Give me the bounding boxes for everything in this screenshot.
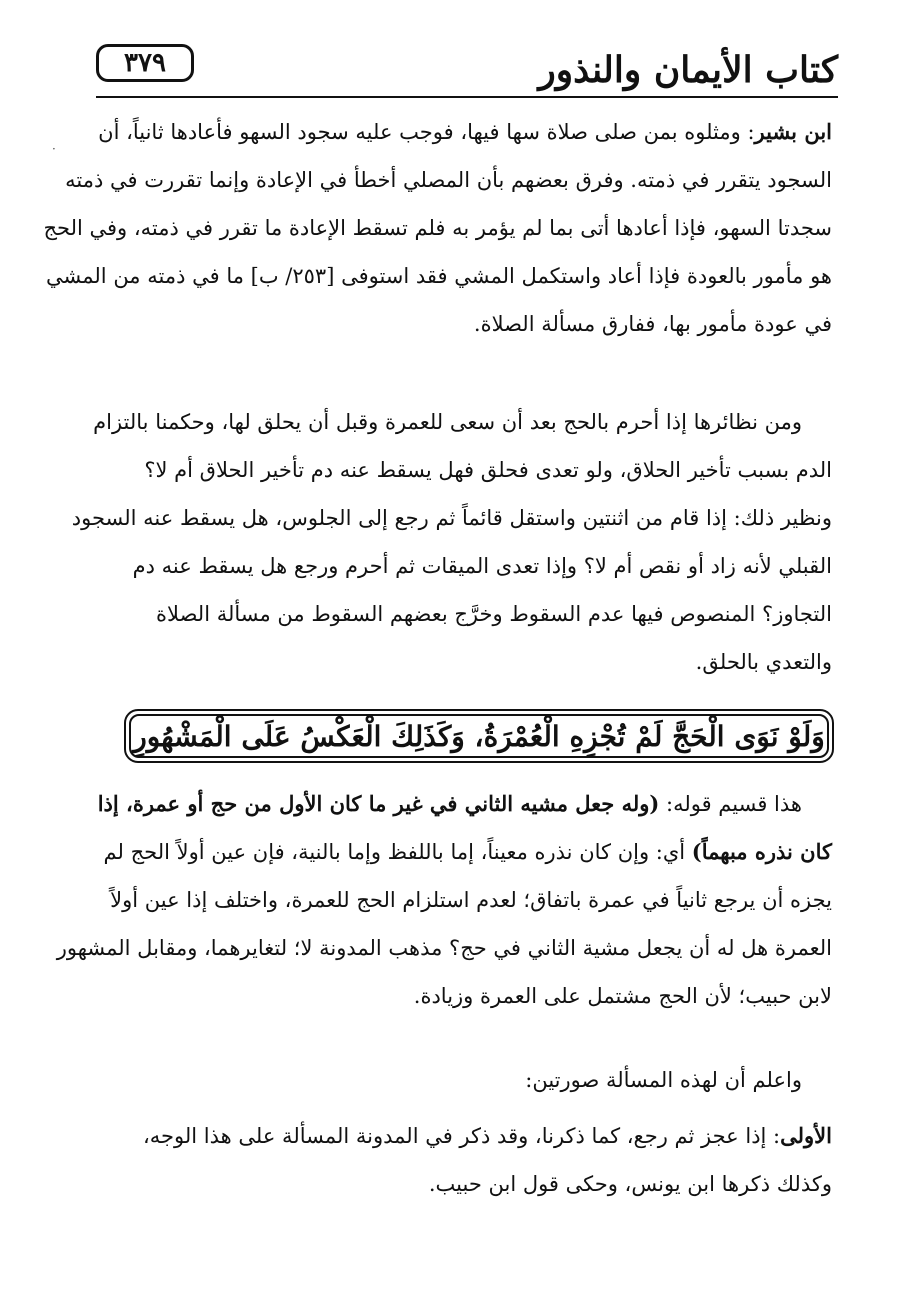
matn-quote-text: وَلَوْ نَوَى الْحَجَّ لَمْ تُجْزِهِ الْعُمْرَةُ، وَكَذَلِكَ الْعَكْسُ عَلَى الْمَشْهُورِ — [129, 714, 829, 758]
paragraph-5 — [96, 1112, 832, 1208]
quoted-text: (وله جعل مشيه الثاني في غير ما كان الأول من حج أو عمرة، إذا — [97, 791, 660, 816]
paragraph-line: ومن نظائرها إذا أحرم بالحج بعد أن سعى للعمرة وقبل أن يحلق لها، وحكمنا بالتزام — [93, 410, 802, 434]
paragraph-line: التجاوز؟ المنصوص فيها عدم السقوط وخرَّج بعضهم السقوط من مسألة الصلاة — [156, 602, 832, 626]
paragraph-line: لابن حبيب؛ لأن الحج مشتمل على العمرة وزيادة. — [413, 984, 832, 1008]
paragraph-line: السجود يتقرر في ذمته. وفرق بعضهم بأن المصلي أخطأ في الإعادة وإنما تقررت في ذمته — [65, 168, 832, 192]
paragraph-line: العمرة هل له أن يجعل مشية الثاني في حج؟ مذهب المدونة لا؛ لتغايرهما، ومقابل المشهور — [56, 936, 832, 960]
matn-quote-box — [124, 709, 834, 763]
header-divider — [96, 96, 838, 98]
text-run: : إذا عجز ثم رجع، كما ذكرنا، وقد ذكر في المدونة المسألة على هذا الوجه، — [143, 1124, 781, 1148]
paragraph-line: في عودة مأمور بها، ففارق مسألة الصلاة. — [473, 312, 832, 336]
page-number: ٣٧٩ — [96, 44, 194, 82]
page-header — [96, 44, 838, 96]
paragraph-line: سجدتا السهو، فإذا أعادها أتى بما لم يؤمر به فلم تسقط الإعادة ما تقرر في ذمته، وفي الحج — [43, 216, 832, 240]
paragraph-line: وكذلك ذكرها ابن يونس، وحكى قول ابن حبيب. — [428, 1172, 832, 1196]
paragraph-line: الدم بسبب تأخير الحلاق، ولو تعدى فحلق فهل يسقط عنه دم تأخير الحلاق أم لا؟ — [144, 458, 832, 482]
margin-mark: · — [52, 142, 56, 156]
paragraph-line — [96, 780, 832, 828]
paragraph-line: ونظير ذلك: إذا قام من اثنتين واستقل قائماً ثم رجع إلى الجلوس، هل يسقط عنه السجود — [71, 506, 832, 530]
text-run: هذا قسيم قوله: — [659, 792, 802, 816]
paragraph-line: واعلم أن لهذه المسألة صورتين: — [525, 1068, 802, 1092]
paragraph-1 — [43, 108, 832, 348]
text-run: : ومثلوه بمن صلى صلاة سها فيها، فوجب عليه سجود السهو فأعادها ثانياً، أن — [98, 120, 755, 144]
paragraph-2 — [71, 398, 832, 686]
paragraph-line — [96, 1112, 832, 1160]
quoted-text: كان نذره مبهماً) — [691, 839, 832, 864]
paragraph-line: يجزه أن يرجع ثانياً في عمرة باتفاق؛ لعدم استلزام الحج للعمرة، واختلف إذا عين أولاً — [110, 888, 832, 912]
chapter-title: كتاب الأيمان والنذور — [538, 49, 838, 91]
paragraph-line — [96, 108, 832, 156]
paragraph-4 — [96, 1056, 832, 1104]
text-run: أي: وإن كان نذره معيناً، إما باللفظ وإما بالنية، فإن عين أولاً الحج لم — [103, 840, 692, 864]
paragraph-line: هو مأمور بالعودة فإذا أعاد واستكمل المشي فقد استوفى [٢٥٣/ ب] ما في ذمته من المشي — [46, 264, 832, 288]
section-label: الأولى — [780, 1123, 832, 1148]
paragraph-line — [96, 828, 832, 876]
source-name: ابن بشير — [754, 119, 832, 144]
paragraph-line: والتعدي بالحلق. — [695, 650, 832, 674]
paragraph-3 — [56, 780, 832, 1020]
paragraph-line: القبلي لأنه زاد أو نقص أم لا؟ وإذا تعدى الميقات ثم أحرم ورجع هل يسقط عنه دم — [132, 554, 832, 578]
